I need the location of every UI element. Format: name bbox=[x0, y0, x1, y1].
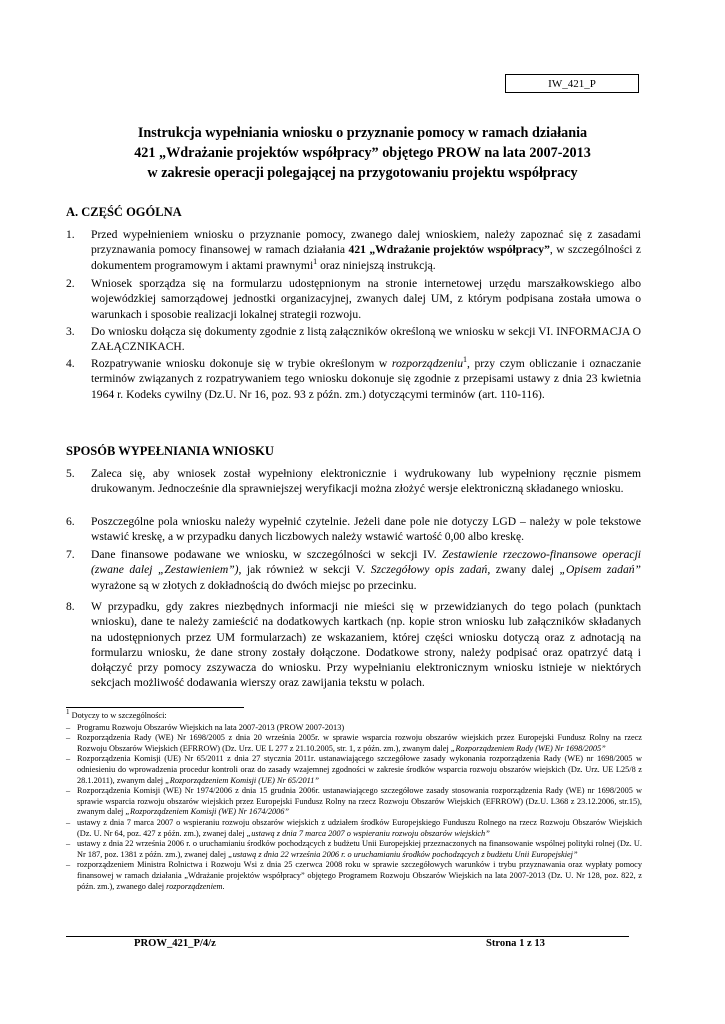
footnote-item: – Rozporządzenia Rady (WE) Nr 1698/2005 z dnia 20 września 2005r. w sprawie wsparcia rozwoju obszarów wiejskich przez Europejski Fundusz Rolny na rzecz Rozwoju Obszarów Wiejskich (EFRROW) (Dz. Urz. UE L 277 z 21.10.2005, str. 1, z późn. zm.), zwanym dalej „Rozporządzeniem Rady (WE) Nr 1698/2005” bbox=[66, 733, 642, 753]
item-number: 3. bbox=[66, 325, 75, 338]
list-item bbox=[66, 227, 641, 273]
item-number: 2. bbox=[66, 277, 75, 290]
item-text: Poszczególne pola wniosku należy wypełnić czytelnie. Jeżeli dane pole nie dotyczy LGD – należy w pole tekstowe wstawić kreskę, a w przypadku danych liczbowych należy wstawić wartość 0,00 albo kreskę. bbox=[91, 515, 641, 544]
item-number: 1. bbox=[66, 228, 75, 241]
item-number: 7. bbox=[66, 548, 75, 561]
item-text: Rozpatrywanie wniosku dokonuje się w trybie określonym w rozporządzeniu$^1$, przy czym obliczanie i oznaczanie terminów związanych z rozpatrywaniem tego wniosku dokonuje się zgodnie z przepisami ustawy z dnia 23 kwietnia 1964 r. Kodeks cywilny (Dz.U. Nr 16, poz. 93 z późn. zm.) dotyczącymi terminów (art. 110-116). bbox=[91, 355, 642, 401]
footnote-item: – rozporządzeniem Ministra Rolnictwa i Rozwoju Wsi z dnia 25 czerwca 2008 roku w sprawie szczegółowych warunków i trybu przyznawania oraz wypłaty pomocy finansowej w ramach działania „Wdrażanie projektów współpracy” objętego Programem Rozwoju Obszarów Wiejskich na lata 2007-2013 (Dz. U. Nr 128, poz. 822, z późn. zm.), zwanego dalej rozporządzeniem. bbox=[66, 860, 642, 891]
item-number: 4. bbox=[66, 357, 75, 370]
section-b-heading: SPOSÓB WYPEŁNIANIA WNIOSKU bbox=[66, 444, 274, 458]
document-id-box: IW_421_P bbox=[505, 74, 639, 93]
title-line-2: 421 „Wdrażanie projektów współpracy” objętego PROW na lata 2007-2013 bbox=[134, 145, 591, 161]
list-item bbox=[66, 599, 641, 691]
footnote-ref: 1 bbox=[463, 355, 467, 365]
item-text: Dane finansowe podawane we wniosku, w szczególności w sekcji IV. Zestawienie rzeczowo-finansowe operacji (zwane dalej „Zestawieniem”), jak również w sekcji V. Szczegółowy opis zadań, zwany dalej „Opisem zadań” wyrażone są w złotych z dokładnością do dwóch miejsc po przecinku. bbox=[91, 548, 642, 592]
footnote-separator bbox=[66, 707, 244, 708]
footnote-ref: 1 bbox=[313, 256, 318, 266]
list-item bbox=[66, 514, 641, 545]
item-text: Przed wypełnieniem wniosku o przyznanie pomocy, zwanego dalej wnioskiem, należy zapoznać się z zasadami przyznawania pomocy finansowej w ramach działania 421 „Wdrażanie projektów współpracy”, w szczególności z dokumentem programowym i aktami prawnymi$^1$ oraz niniejszą instrukcją. bbox=[91, 228, 641, 272]
section-a-heading: A. CZĘŚĆ OGÓLNA bbox=[66, 205, 182, 219]
list-item bbox=[66, 547, 641, 593]
item-text: Do wniosku dołącza się dokumenty zgodnie z listą załączników określoną we wniosku w sekcji VI. INFORMACJA O ZAŁĄCZNIKACH. bbox=[91, 325, 641, 354]
item-number: 5. bbox=[66, 467, 75, 480]
footnote-item: – Rozporządzenia Komisji (WE) Nr 1974/2006 z dnia 15 grudnia 2006r. ustanawiającego szczegółowe zasady stosowania rozporządzenia Rady (WE) nr 1698/2005 w sprawie wsparcia rozwoju obszarów wiejskich przez Europejski Fundusz Rolny na rzecz Rozwoju Obszarów Wiejskich (EFRROW) (Dz.U. L368 z 23.12.2006, str.15), zwanym dalej „Rozporządzeniem Komisji (WE) Nr 1674/2006” bbox=[66, 786, 642, 817]
footnote-item: – Rozporządzenia Komisji (UE) Nr 65/2011 z dnia 27 stycznia 2011r. ustanawiającego szczegółowe zasady wykonania rozporządzenia Rady (WE) nr 1698/2005 w odniesieniu do wprowadzenia procedur kontroli oraz do zasady wzajemnej zgodności w zakresie środków wsparcia rozwoju obszarów wiejskich (Dz. Urz. UE L25/8 z 28.1.2011), zwanym dalej „Rozporządzeniem Komisji (UE) Nr 65/2011” bbox=[66, 754, 642, 785]
footer-form-code: PROW_421_P/4/z bbox=[134, 938, 216, 949]
list-item bbox=[66, 276, 641, 322]
title-line-3: w zakresie operacji polegającej na przygotowaniu projektu współpracy bbox=[147, 165, 578, 181]
footer-page-number: Strona 1 z 13 bbox=[486, 938, 545, 949]
title-line-1: Instrukcja wypełniania wniosku o przyznanie pomocy w ramach działania bbox=[137, 125, 588, 141]
item-number: 6. bbox=[66, 515, 75, 528]
footnote-item: – ustawy z dnia 22 września 2006 r. o uruchamianiu środków pochodzących z budżetu Unii Europejskiej przeznaczonych na finansowanie wspólnej polityki rolnej (Dz. U. Nr 187, poz. 1381 z późn. zm.), zwanej dalej „ustawą z dnia 22 września 2006 r. o uruchamianiu środków pochodzących z budżetu Unii Europejskiej” bbox=[66, 839, 642, 859]
page-title bbox=[60, 123, 665, 183]
item-text: W przypadku, gdy zakres niezbędnych informacji nie mieści się w przewidzianych do tego polach (punktach wniosku), dane te należy zamieścić na dodatkowych kartkach (np. kopie stron wniosku lub załączników składanych na udostępnionych przez UM formularzach) ze wskazaniem, której części wniosku dotyczą oraz z adnotacją na formularzu wniosku, że dane strony zostały dołączone. Dodatkowe strony, należy podpisać oraz opatrzyć datą i dołączyć przy pomocy zszywacza do wniosku. Przy wypełnianiu elektronicznym wniosku istnieje w niektórych sekcjach możliwość dodawania wierszy oraz zawijania tekstu w polach. bbox=[91, 600, 641, 690]
item-text: Wniosek sporządza się na formularzu udostępnionym na stronie internetowej urzędu marszałkowskiego albo wojewódzkiej samorządowej jednostki organizacyjnej, zwanych dalej UM, z którym podpisana została umowa o warunkach i sposobie realizacji lokalnej strategii rozwoju. bbox=[91, 277, 641, 321]
item-number: 8. bbox=[66, 600, 75, 613]
item-text: Zaleca się, aby wniosek został wypełniony elektronicznie i wydrukowany lub wypełniony ręcznie pismem drukowanym. Jednocześnie dla sprawniejszej weryfikacji można złożyć wersje elektroniczną składanego wniosku. bbox=[91, 467, 641, 496]
list-item bbox=[66, 466, 641, 497]
footnote-mark: 1 bbox=[66, 708, 70, 717]
list-item bbox=[66, 324, 641, 355]
footnote bbox=[66, 708, 642, 892]
footer-rule bbox=[66, 936, 629, 937]
footnote-head: $^1$ Dotyczy to w szczególności: bbox=[66, 708, 167, 720]
footnote-item: – ustawy z dnia 7 marca 2007 o wspieraniu rozwoju obszarów wiejskich z udziałem środków Europejskiego Funduszu Rolnego na rzecz Rozwoju Obszarów Wiejskich (Dz. U. Nr 64, poz. 427 z późn. zm.), zwanej dalej „ustawą z dnia 7 marca 2007 o wspieraniu rozwoju obszarów wiejskich” bbox=[66, 817, 642, 838]
list-item bbox=[66, 356, 641, 402]
footnote-item: – Programu Rozwoju Obszarów Wiejskich na lata 2007-2013 (PROW 2007-2013) bbox=[66, 722, 345, 732]
